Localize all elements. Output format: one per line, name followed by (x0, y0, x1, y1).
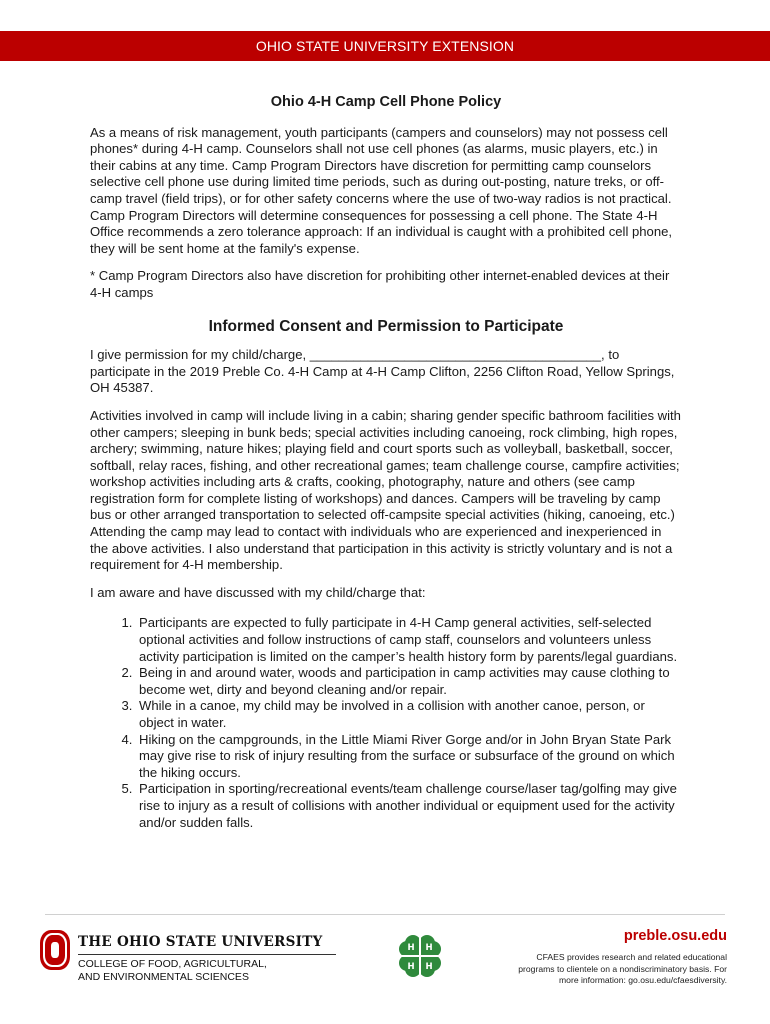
four-h-clover-icon (396, 932, 444, 980)
policy-footnote: * Camp Program Directors also have discretion for prohibiting other internet-enabled devices at their 4-H camps (90, 268, 670, 300)
website-link[interactable]: preble.osu.edu (623, 928, 727, 944)
risk-item: 5. Participation in sporting/recreational events/team challenge course/laser tag/golfing may give rise to injury as a result of collisions with another individual or equipment used for the activity and/or sudden falls. (136, 781, 682, 831)
svg-text:H: H (425, 943, 433, 953)
banner-text: OHIO STATE UNIVERSITY EXTENSION (255, 38, 515, 54)
block-o-logo-icon (40, 930, 70, 970)
consent-heading: Informed Consent and Permission to Participate (208, 317, 564, 335)
note-line-1: CFAES provides research and related educational (536, 952, 727, 962)
risk-item: 1. Participants are expected to fully participate in 4-H Camp general activities, self-selected optional activities and follow instructions of camp staff, counselors and volunteers unless activity participation is limited on the camper’s health history form by parents/legal guardians. (136, 615, 682, 665)
college-line-2: AND ENVIRONMENTAL SCIENCES (78, 970, 249, 983)
logo-divider (78, 954, 336, 955)
permission-paragraph: I give permission for my child/charge, ________________________________________, to participate in the 2019 Preble Co. 4-H Camp at 4-H Camp Clifton, 2256 Clifton Road, Yellow Springs, OH 45387. (90, 347, 675, 396)
policy-title: Ohio 4-H Camp Cell Phone Policy (270, 94, 502, 110)
activities-paragraph: Activities involved in camp will include living in a cabin; sharing gender specific bathroom facilities with other campers; sleeping in bunk beds; special activities including canoeing, rock climbing, high ropes, archery; swimming, nature hikes; playing field and court sports such as volleyball, basketball, soccer, softball, relay races, fishing, and other recreational games; team challenge course, campfire activities; workshop activities including arts & crafts, cooking, photography, nature and others (see camp registration form for complete listing of workshops) and dances. Campers will be traveling by camp bus or other arranged transportation to selected off-campsite special activities (hiking, canoeing, etc.) Attending the camp may lead to contact with individuals who are experienced and inexperienced in the above activities. I also understand that participation in this activity is strictly voluntary and is not a requirement for 4-H membership. (90, 407, 681, 573)
svg-text:H: H (407, 943, 415, 953)
document-body (90, 94, 682, 831)
svg-text:H: H (425, 962, 433, 972)
risk-item: 4. Hiking on the campgrounds, in the Little Miami River Gorge and/or in John Bryan State Park may give rise to risk of injury resulting from the surface or subsurface of the ground on which the hiking occurs. (136, 732, 682, 782)
note-line-2: programs to clientele on a nondiscriminatory basis. For (518, 963, 727, 974)
aware-intro: I am aware and have discussed with my child/charge that: (90, 584, 426, 600)
svg-text:H: H (407, 962, 415, 972)
policy-paragraph: As a means of risk management, youth participants (campers and counselors) may not possess cell phones* during 4-H camp. Counselors shall not use cell phones (as alarms, music players, etc.) in their cabins at any time. Camp Program Directors have discretion for permitting camp counselors selective cell phone use during limited time periods, such as during out-posting, nature treks, or off-camp travel (field trips), or for other safety concerns where the use of two-way radios is not practical. Camp Program Directors will determine consequences for possessing a cell phone. The State 4-H Office recommends a zero tolerance approach: If an individual is caught with a prohibited cell phone, they will be sent home at the family's expense. (90, 124, 673, 256)
osu-cfaes-logo (40, 930, 323, 990)
risk-item: 2. Being in and around water, woods and participation in camp activities may cause clothing to become wet, dirty and beyond cleaning and/or repair. (136, 665, 682, 698)
risk-list (90, 615, 682, 831)
university-name: THE OHIO STATE UNIVERSITY (78, 934, 323, 950)
college-name (78, 958, 267, 983)
extension-banner (0, 31, 770, 61)
footer-divider (45, 914, 725, 915)
note-line-3: more information: go.osu.edu/cfaesdiversity. (559, 975, 727, 985)
college-line-1: COLLEGE OF FOOD, AGRICULTURAL, (78, 958, 267, 970)
footer-contact (487, 928, 727, 987)
risk-item: 3. While in a canoe, my child may be involved in a collision with another canoe, person, or object in water. (136, 698, 682, 731)
nondiscrimination-note (487, 952, 727, 987)
